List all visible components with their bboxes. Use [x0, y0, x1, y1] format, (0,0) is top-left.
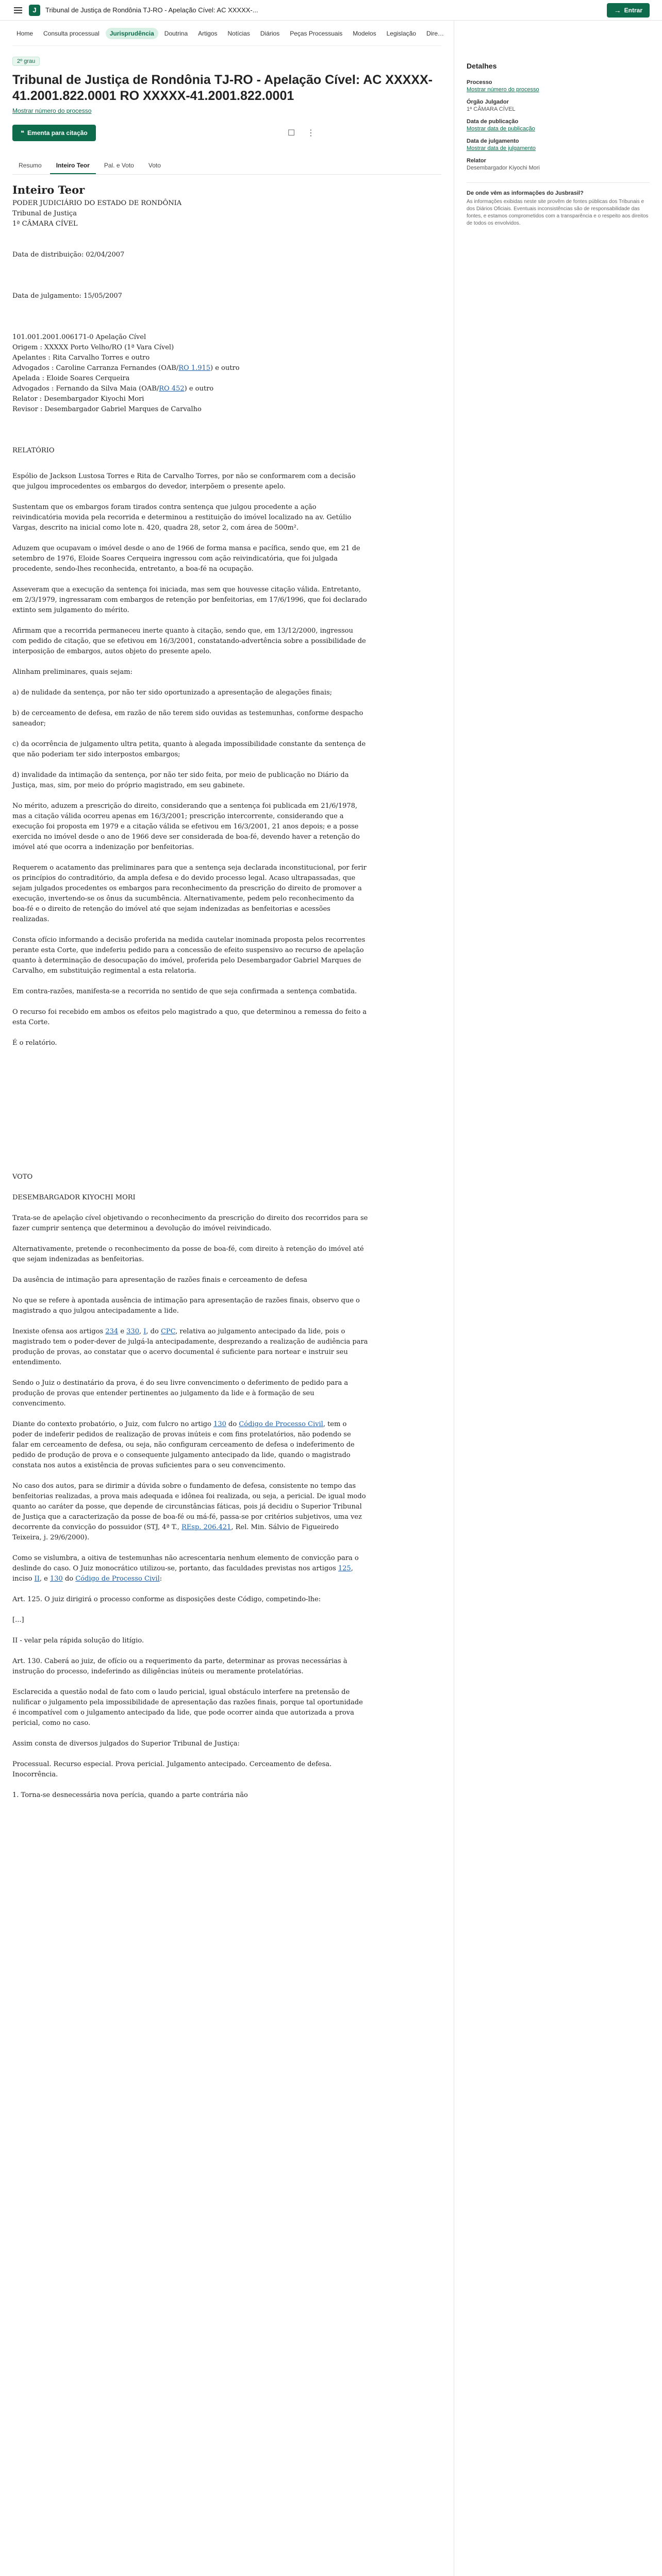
page-header-title: Tribunal de Justiça de Rondônia TJ-RO - Apelação Cível: AC XXXXX-... — [45, 6, 258, 14]
nav-consulta-processual[interactable]: Consulta processual — [43, 30, 100, 37]
vote-paragraph: Assim consta de diversos julgados do Superior Tribunal de Justiça: — [12, 1740, 240, 1748]
detail-label: Órgão Julgador — [467, 99, 509, 105]
text-segment: Como se vislumbra, a oitiva de testemunhas não acrescentaria nenhum elemento de convicção para o deslinde do caso. O Juiz monocrático utilizou-se, portanto, das faculdades previstas nos artigos — [12, 1554, 359, 1572]
text-segment: , inciso — [12, 1565, 353, 1583]
vote-title: VOTO — [12, 1173, 33, 1181]
law-link[interactable]: REsp. 206.421 — [181, 1523, 231, 1531]
text-segment: No caso dos autos, para se dirimir a dúvida sobre o fundamento de defesa, consistente no tempo das benfeitorias realizadas, a prova mais adequada e idônea foi realizada, ou seja, a pericial. De igual modo quanto ao caráter da posse, que depende de circunstâncias fáticas, pois já decidiu o Superior Tribunal de Justiça que a caracterização da posse de boa-fé ou má-fé, passa-se por critérios subjetivos, uma vez decorrente da convicção do possuidor (STJ, 4ª T., — [12, 1482, 366, 1531]
text-segment: do — [62, 1575, 76, 1583]
nav-pecas-processuais[interactable]: Peças Processuais — [290, 30, 343, 37]
nav-legislacao[interactable]: Legislação — [386, 30, 416, 37]
vote-paragraph — [12, 1553, 368, 1584]
text-segment: Advogados : Fernando da Silva Maia (OAB/ — [12, 385, 159, 393]
sidebar-divider — [467, 182, 650, 183]
tab-pal-voto[interactable]: Pal. e Voto — [104, 162, 134, 169]
vote-paragraph: Processual. Recurso especial. Prova pericial. Julgamento antecipado. Cerceamento de defesa. Inocorrência. — [12, 1760, 332, 1778]
report-paragraph: Espólio de Jackson Lustosa Torres e Rita de Carvalho Torres, por não se conformarem com a decisão que julgou improcedentes os embargos do devedor, interpõem o presente apelo. — [12, 472, 356, 490]
main-content — [0, 21, 454, 2576]
show-judgment-date-link[interactable]: Mostrar data de julgamento — [467, 145, 536, 151]
page-layout — [0, 21, 662, 2576]
details-panel — [467, 21, 650, 227]
report-paragraph: Afirmam que a recorrida permaneceu inerte quanto à citação, sendo que, em 13/12/2000, ingressou com pedido de citação, que se efetivou em 16/3/2001, constatando-advertência sobre a possibilidade de interposição de embargos, autos objeto do presente apelo. — [12, 627, 366, 655]
vote-paragraph: No que se refere à apontada ausência de intimação para apresentação de razões finais, observo que o magistrado a quo julgou antecipadamente a lide. — [12, 1297, 360, 1315]
reviewer-line: Revisor : Desembargador Gabriel Marques de Carvalho — [12, 405, 202, 413]
vote-paragraph: Art. 125. O juiz dirigirá o processo conforme as disposições deste Código, competindo-lhe: — [12, 1596, 321, 1603]
info-source-note: As informações exibidas neste site provêm de fontes públicas dos Tribunais e dos Diários Oficiais. Eventuais inconsistências são de responsabilidade das fontes, e estamos comprometidos com a transparência e o respeito aos direitos de todos os envolvidos. — [467, 199, 649, 226]
nav-diretorio[interactable]: Dire… — [426, 30, 444, 37]
case-line: Origem : XXXXX Porto Velho/RO (1ª Vara Cível) — [12, 344, 174, 351]
enter-button[interactable] — [607, 3, 650, 18]
text-segment: , e — [39, 1575, 50, 1583]
vote-paragraph: [...] — [12, 1616, 24, 1624]
text-segment: , Rel. Min. Sálvio de Figueiredo Teixeira, j. 29/6/2000). — [12, 1523, 339, 1541]
rapporteur-line: Relator : Desembargador Kiyochi Mori — [12, 395, 144, 403]
report-paragraph: É o relatório. — [12, 1039, 57, 1047]
case-line: 101.001.2001.006171-0 Apelação Cível — [12, 333, 146, 341]
more-options-icon[interactable]: ⋮ — [307, 129, 315, 138]
details-sidebar — [454, 21, 662, 2576]
oab-link[interactable]: RO 1.915 — [178, 364, 211, 372]
report-paragraph: Consta ofício informando a decisão proferida na medida cautelar inominada proposta pelos recorrentes perante esta Corte, que indeferiu pedido para a concessão de efeito suspensivo ao recurso de apelação quanto à determinação de desocupação do imóvel, proferida pelo Desembargador Gabriel Marques de Carvalho, em substituição regimental a esta relatoria. — [12, 936, 366, 975]
distribution-date: Data de distribuição: 02/04/2007 — [12, 251, 125, 259]
nav-jurisprudencia[interactable]: Jurisprudência — [106, 28, 158, 39]
detail-value: Desembargador Kiyochi Mori — [467, 165, 540, 171]
judgment-date: Data de julgamento: 15/05/2007 — [12, 292, 122, 300]
vote-paragraph: II - velar pela rápida solução do litígio. — [12, 1637, 144, 1645]
report-paragraph: Aduzem que ocupavam o imóvel desde o ano de 1966 de forma mansa e pacífica, sendo que, em 21 de setembro de 1976, Eloide Soares Cerqueira ingressou com ação reivindicatória, que foi julgada procedente, sendo-lhes reconhecida, entretanto, a boa-fé na ocupação. — [12, 545, 360, 573]
degree-badge: 2º grau — [12, 57, 40, 66]
report-paragraph: Em contra-razões, manifesta-se a recorrida no sentido de que seja confirmada a sentença combatida. — [12, 988, 357, 995]
text-segment: ) e outro — [184, 385, 214, 393]
jusbrasil-logo[interactable]: J — [29, 5, 40, 16]
document-body — [12, 175, 368, 1801]
tab-inteiro-teor[interactable]: Inteiro Teor — [50, 158, 96, 174]
case-header — [12, 46, 441, 146]
law-link[interactable]: 130 — [213, 1420, 226, 1428]
vote-paragraph: Art. 130. Caberá ao juiz, de ofício ou a requerimento da parte, determinar as provas necessárias à instrução do processo, indeferindo as diligências inúteis ou meramente protelatórias. — [12, 1657, 347, 1675]
report-paragraph: Asseveram que a execução da sentença foi iniciada, mas sem que houvesse citação válida. Entretanto, em 2/3/1979, ingressaram com embargos de retenção por benfeitorias, em 17/6/1996, que foi declarado extinto sem julgamento do mérito. — [12, 586, 367, 614]
report-paragraph: O recurso foi recebido em ambos os efeitos pelo magistrado a quo, que determinou a remessa do feito a esta Corte. — [12, 1008, 367, 1026]
detail-label: Data de julgamento — [467, 138, 519, 144]
text-segment: , tem o poder de indeferir pedidos de realização de provas inúteis e com fins protelatórios, não podendo se falar em cerceamento de defesa, ou seja, não configuram cerceamento de defesa o indeferimento de pedido de produção de prova e o consequente julgamento antecipado da lide, quando o magistrado constata nos autos a existência de provas suficientes para o seu convencimento. — [12, 1420, 355, 1469]
case-line: Apelantes : Rita Carvalho Torres e outro — [12, 354, 150, 362]
text-segment: , — [139, 1328, 144, 1335]
action-icons — [285, 126, 441, 140]
court-line: Tribunal de Justiça — [12, 210, 77, 217]
vote-paragraph: Sendo o Juiz o destinatário da prova, é do seu livre convencimento o deferimento de pedido para a produção de provas que entender pertinentes ao julgamento da lide e à formação de seu convencimento. — [12, 1379, 349, 1408]
nav-doutrina[interactable]: Doutrina — [164, 30, 188, 37]
vote-paragraph — [12, 1327, 368, 1368]
lawyers-line-1 — [12, 363, 368, 374]
text-segment: Advogados : Caroline Carranza Fernandes (OAB/ — [12, 364, 179, 372]
text-segment: Diante do contexto probatório, o Juiz, com fulcro no artigo — [12, 1420, 214, 1428]
enter-label: Entrar — [624, 6, 642, 14]
tab-voto[interactable]: Voto — [148, 162, 161, 169]
law-link[interactable]: I — [143, 1328, 146, 1335]
top-bar — [0, 0, 662, 21]
vote-paragraph — [12, 1419, 368, 1471]
report-paragraph: Sustentam que os embargos foram tirados contra sentença que julgou procedente a ação reivindicatória movida pela recorrida e determinou a restituição do imóvel localizado na av. Getúlio Vargas, descrito na inicial como lote n. 420, quadra 28, setor 2, com área de 500m². — [12, 503, 352, 532]
bookmark-icon[interactable]: ☐ — [287, 129, 295, 138]
detail-value: 1ª CÂMARA CÍVEL — [467, 106, 516, 112]
vote-paragraph: 1. Torna-se desnecessária nova perícia, quando a parte contrária não — [12, 1791, 248, 1799]
lawyers-line-2 — [12, 384, 368, 394]
doc-heading: Inteiro Teor — [12, 183, 85, 196]
nav-noticias[interactable]: Notícias — [227, 30, 250, 37]
vote-paragraph: Da ausência de intimação para apresentação de razões finais e cerceamento de defesa — [12, 1276, 307, 1284]
report-paragraph: b) de cerceamento de defesa, em razão de não terem sido ouvidas as testemunhas, conforme despacho saneador; — [12, 709, 363, 727]
quote-icon: ❝ — [21, 129, 25, 137]
text-segment: , relativa ao julgamento antecipado da lide, pois o magistrado tem o poder-dever de julgá-la antecipadamente, desprezando a realização de audiência para produção de provas, ao constatar que o acervo documental é suficiente para nortear e instruir seu entendimento. — [12, 1328, 368, 1366]
report-title: RELATÓRIO — [12, 447, 55, 454]
report-paragraph: No mérito, aduzem a prescrição do direito, considerando que a sentença foi publicada em 21/6/1978, mas a citação válida ocorreu apenas em 16/3/2001; prescrição intercorrente, considerando que a execução foi proposta em 1979 e a citação válida se efetivou em 16/3/2001, 21 anos depois; e a posse exercida no imóvel desde o ano de 1966 deve ser considerada de boa-fé, devendo haver a retenção do imóvel até que ocorra a indenização por benfeitorias. — [12, 802, 360, 851]
law-link[interactable]: Código de Processo Civil — [239, 1420, 323, 1428]
page-title: Tribunal de Justiça de Rondônia TJ-RO - Apelação Cível: AC XXXXX-41.2001.822.0001 RO XXXXX-41.2001.822.0001 — [12, 73, 433, 103]
info-source-question[interactable]: De onde vêm as informações do Jusbrasil? — [467, 190, 584, 196]
detail-label: Processo — [467, 79, 492, 86]
detail-label: Relator — [467, 158, 486, 164]
report-paragraph: a) de nulidade da sentença, por não ter sido oportunizado a apresentação de alegações finais; — [12, 689, 333, 697]
vote-paragraph: Trata-se de apelação cível objetivando o reconhecimento da prescrição do direito dos recorridos para se fazer cumprir sentença que determinou a devolução do imóvel reivindicado. — [12, 1214, 368, 1232]
show-process-link[interactable]: Mostrar número do processo — [467, 87, 539, 93]
menu-icon — [14, 7, 22, 13]
nav-artigos[interactable]: Artigos — [198, 30, 218, 37]
text-segment: do — [226, 1420, 239, 1428]
report-paragraph: Requerem o acatamento das preliminares para que a sentença seja declarada inconstitucional, por ferir os princípios do contraditório, da ampla defesa e do devido processo legal. Acaso ultrapassadas, que sejam julgados procedentes os embargos para reconhecimento da prescrição do direito de promover a execução, invertendo-se os ônus da sucumbência. Alternativamente, pedem pelo reconhecimento da boa-fé e o direito de retenção do imóvel até que sejam indenizadas as benfeitorias e acessões realizadas. — [12, 864, 367, 923]
nav-diarios[interactable]: Diários — [260, 30, 280, 37]
law-link[interactable]: 125 — [338, 1565, 351, 1572]
law-link[interactable]: 330 — [126, 1328, 139, 1335]
detail-label: Data de publicação — [467, 118, 519, 125]
tab-resumo[interactable]: Resumo — [19, 162, 42, 169]
menu-button[interactable] — [12, 5, 24, 16]
report-paragraph: c) da ocorrência de julgamento ultra petita, quanto à alegada impossibilidade constante da sentença de que não poderiam ter sido interpostos embargos; — [12, 740, 366, 758]
text-segment: : — [159, 1575, 162, 1583]
court-line: 1ª CÂMARA CÍVEL — [12, 220, 78, 228]
court-line: PODER JUDICIÁRIO DO ESTADO DE RONDÔNIA — [12, 199, 182, 207]
law-link[interactable]: II — [34, 1575, 40, 1583]
login-arrow-icon: → — [614, 6, 621, 14]
report-paragraph: d) invalidade da intimação da sentença, por não ter sido feita, por meio de publicação no Diário da Justiça, mas, sim, por meio do próprio magistrado, em seu gabinete. — [12, 771, 349, 789]
report-paragraph: Alinham preliminares, quais sejam: — [12, 668, 133, 676]
main-nav — [12, 21, 444, 46]
cite-button[interactable] — [12, 125, 96, 141]
action-row — [12, 125, 441, 141]
law-link[interactable]: CPC — [160, 1328, 176, 1335]
law-link[interactable]: 130 — [49, 1575, 63, 1583]
oab-link[interactable]: RO 452 — [159, 385, 185, 393]
show-publication-date-link[interactable]: Mostrar data de publicação — [467, 126, 535, 132]
text-segment: ) e outro — [210, 364, 240, 372]
details-title: Detalhes — [467, 62, 497, 70]
law-link[interactable]: Código de Processo Civil — [75, 1575, 160, 1583]
vote-paragraph — [12, 1481, 368, 1543]
text-segment: e — [118, 1328, 127, 1335]
vote-paragraph: Alternativamente, pretende o reconhecimento da posse de boa-fé, com direito à retenção do imóvel até que sejam indenizadas as benfeitorias. — [12, 1245, 364, 1263]
show-process-number-link[interactable]: Mostrar número do processo — [12, 107, 92, 114]
text-segment: Inexiste ofensa aos artigos — [12, 1328, 106, 1335]
appellee-line: Apelada : Eloide Soares Cerqueira — [12, 375, 130, 382]
top-bar-left — [12, 5, 607, 16]
vote-paragraph: Esclarecida a questão nodal de fato com o laudo pericial, igual obstáculo interfere na pretensão de nulificar o julgamento pela impossibilidade de apresentação das razões finais, porque tal oportunidade é incompatível com o julgamento antecipado da lide, que pode ocorrer ainda que autorizada a prova pericial, como no caso. — [12, 1688, 363, 1727]
law-link[interactable]: 234 — [105, 1328, 119, 1335]
cite-label: Ementa para citação — [27, 129, 88, 137]
text-segment: , do — [146, 1328, 161, 1335]
nav-home[interactable]: Home — [16, 30, 34, 37]
vote-author: DESEMBARGADOR KIYOCHI MORI — [12, 1194, 136, 1201]
content-tabs — [12, 158, 441, 175]
nav-modelos[interactable]: Modelos — [353, 30, 376, 37]
